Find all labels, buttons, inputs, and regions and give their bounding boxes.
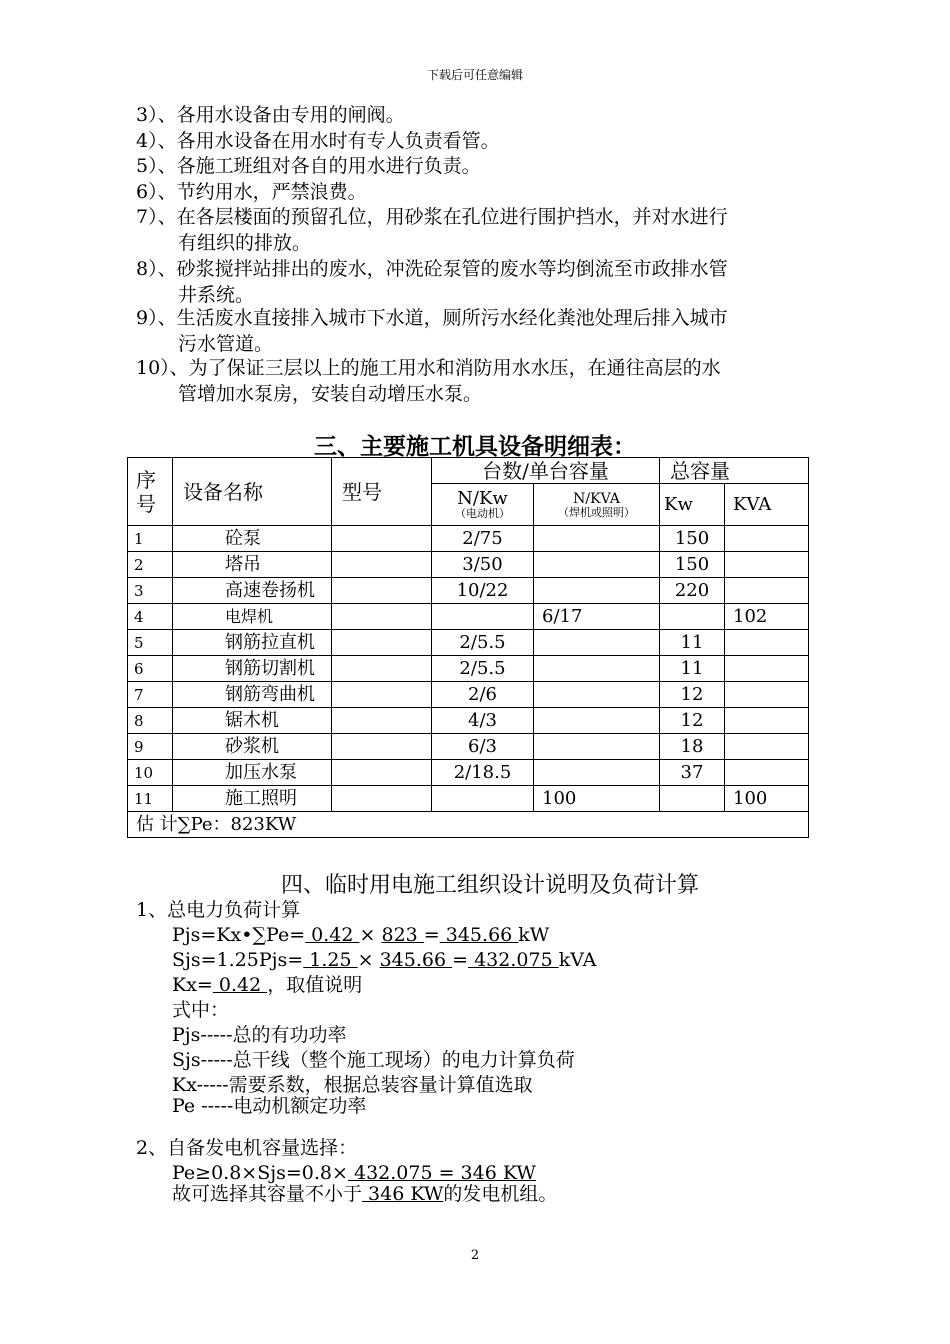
definition: Kx-----需要系数，根据总装容量计算值选取 [172,1074,533,1096]
list-item: 8）、砂浆搅拌站排出的废水，冲洗砼泵管的废水等均倒流至市政排水管 井系统。 [136,258,728,306]
header-nkw: N/Kw （电动机） [432,484,534,526]
list-item: 5）、各施工班组对各自的用水进行负责。 [136,155,481,177]
table-row: 6 钢筋切割机 2/5.5 11 [128,656,809,682]
formula-kx: Kx= 0.42 ，取值说明 [172,974,363,996]
table-row: 10 加压水泵 2/18.5 37 [128,760,809,786]
list-item: 10）、为了保证三层以上的施工用水和消防用水水压，在通往高层的水 管增加水泵房，安装自动增压水泵。 [136,357,721,405]
table-row: 2 塔吊 3/50 150 [128,552,809,578]
calc-heading: 2、自备发电机容量选择： [136,1137,358,1159]
list-item: 7）、在各层楼面的预留孔位，用砂浆在孔位进行围护挡水，并对水进行 有组织的排放。 [136,206,728,254]
list-item: 4）、各用水设备在用水时有专人负责看管。 [136,130,500,152]
where-label: 式中： [172,999,230,1021]
header-kva: KVA [725,484,809,526]
list-item: 6）、节约用水，严禁浪费。 [136,181,367,203]
calc-heading: 1、总电力负荷计算 [136,899,301,921]
table-row: 7 钢筋弯曲机 2/6 12 [128,682,809,708]
header-nkva: N/KVA （焊机或照明） [534,484,660,526]
conclusion: 故可选择其容量不小于 346 KW的发电机组。 [172,1183,558,1205]
header-model: 型号 [332,458,432,526]
header-unit-capacity: 台数/单台容量 [432,458,660,484]
header-total-capacity: 总容量 [660,458,809,484]
table-row: 11 施工照明 100 100 [128,786,809,812]
page-header: 下载后可任意编辑 [426,68,523,82]
page-number: 2 [470,1248,480,1263]
definition: Sjs-----总干线（整个施工现场）的电力计算负荷 [172,1049,575,1071]
table-row: 9 砂浆机 6/3 18 [128,734,809,760]
table-row: 3 高速卷扬机 10/22 220 [128,578,809,604]
formula-pjs: Pjs=Kx•∑Pe= 0.42 × 823 = 345.66 kW [172,924,550,946]
table-row: 8 锯木机 4/3 12 [128,708,809,734]
table-footer: 估 计∑Pe：823KW [128,812,809,838]
table-row: 4 电焊机 6/17 102 [128,604,809,630]
definition: Pe -----电动机额定功率 [172,1095,367,1117]
formula-sjs: Sjs=1.25Pjs= 1.25 × 345.66 = 432.075 kVA [172,949,597,971]
table-row: 1 砼泵 2/75 150 [128,526,809,552]
equipment-table [127,457,809,838]
definition: Pjs-----总的有功功率 [172,1024,347,1046]
header-kw: Kw [660,484,725,526]
header-name: 设备名称 [173,458,332,526]
formula-pe: Pe≥0.8×Sjs=0.8× 432.075 = 346 KW [172,1162,536,1184]
section-title: 三、主要施工机具设备明细表： [314,433,636,460]
list-item: 9）、生活废水直接排入城市下水道，厕所污水经化粪池处理后排入城市 污水管道。 [136,307,728,355]
section-title: 四、临时用电施工组织设计说明及负荷计算 [280,873,699,898]
table-row: 5 钢筋拉直机 2/5.5 11 [128,630,809,656]
list-item: 3）、各用水设备由专用的闸阀。 [136,104,405,126]
header-seq: 序号 [128,458,173,526]
